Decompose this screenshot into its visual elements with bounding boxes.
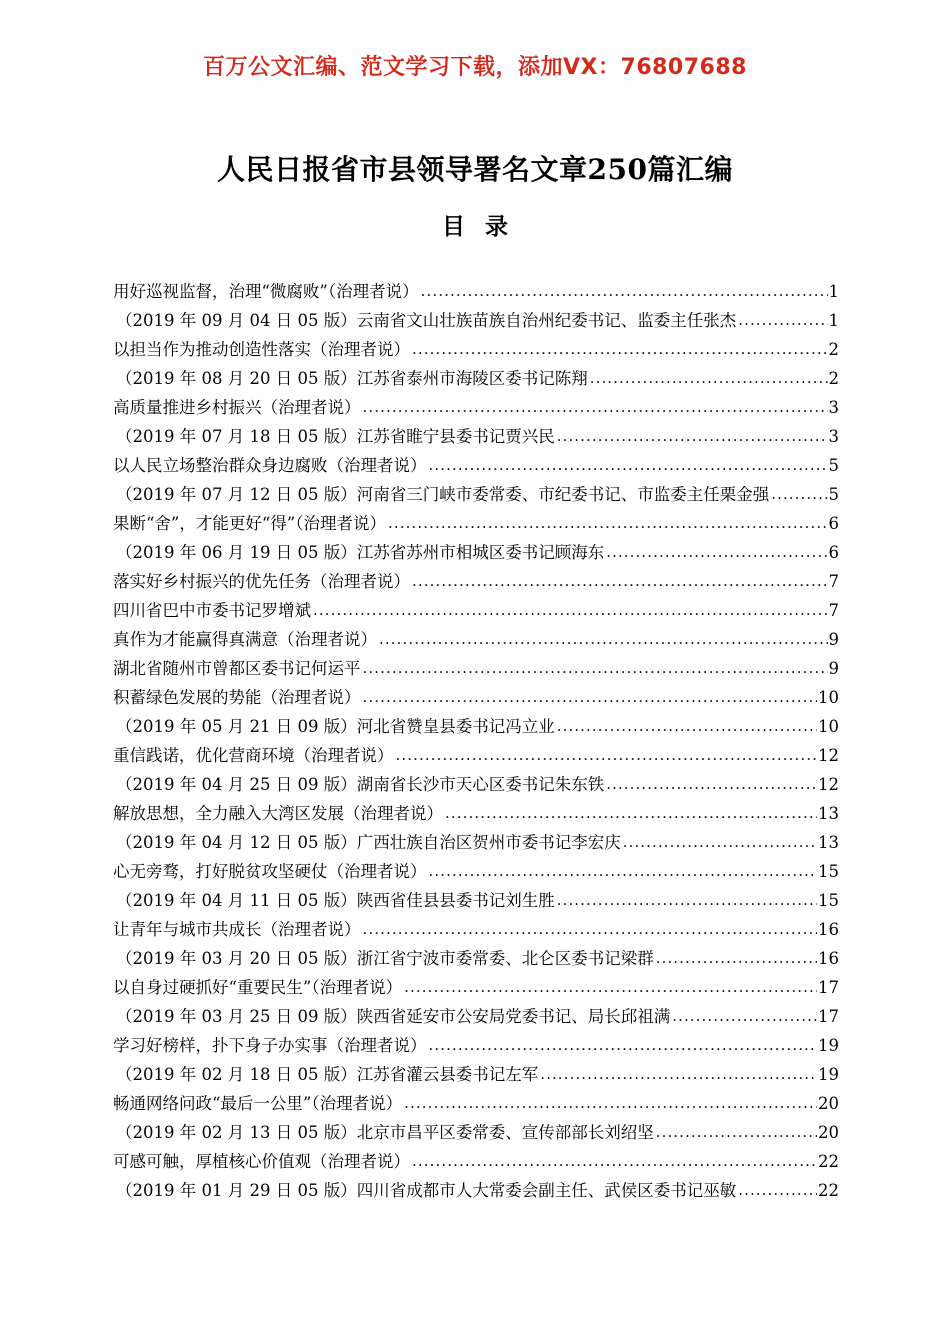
toc-entry[interactable] bbox=[113, 1118, 839, 1147]
toc-dot-leader bbox=[771, 480, 827, 509]
toc-dot-leader bbox=[404, 973, 817, 1002]
toc-dot-leader bbox=[412, 567, 828, 596]
toc-entry[interactable] bbox=[113, 277, 839, 306]
toc-entry[interactable] bbox=[113, 915, 839, 944]
toc-entry[interactable] bbox=[113, 335, 839, 364]
toc-entry-label: 真作为才能赢得真满意（治理者说） bbox=[113, 630, 377, 649]
toc-entry[interactable] bbox=[113, 770, 839, 799]
toc-dot-leader bbox=[656, 1118, 817, 1147]
toc-entry[interactable] bbox=[113, 857, 839, 886]
toc-page-number: 12 bbox=[818, 746, 839, 765]
toc-entry-label: 湖北省随州市曾都区委书记何运平 bbox=[113, 659, 361, 678]
toc-dot-leader bbox=[557, 886, 817, 915]
toc-entry-label: （2019 年 03 月 25 日 09 版）陕西省延安市公安局党委书记、局长邱祖满 bbox=[116, 1007, 671, 1026]
toc-entry-label: （2019 年 03 月 20 日 05 版）浙江省宁波市委常委、北仑区委书记梁群 bbox=[116, 949, 654, 968]
toc-entry-label: （2019 年 06 月 19 日 05 版）江苏省苏州市相城区委书记顾海东 bbox=[116, 543, 605, 562]
toc-entry-label: 可感可触，厚植核心价值观（治理者说） bbox=[113, 1152, 410, 1171]
promo-banner: 百万公文汇编、范文学习下载，添加VX：76807688 bbox=[203, 55, 747, 80]
toc-list bbox=[113, 277, 839, 1205]
toc-dot-leader bbox=[379, 625, 828, 654]
toc-dot-leader bbox=[412, 335, 828, 364]
toc-entry[interactable] bbox=[113, 480, 839, 509]
toc-entry-label: （2019 年 04 月 12 日 05 版）广西壮族自治区贺州市委书记李宏庆 bbox=[116, 833, 621, 852]
toc-dot-leader bbox=[656, 944, 817, 973]
toc-entry-label: 以担当作为推动创造性落实（治理者说） bbox=[113, 340, 410, 359]
toc-entry-label: （2019 年 08 月 20 日 05 版）江苏省泰州市海陵区委书记陈翔 bbox=[116, 369, 588, 388]
toc-dot-leader bbox=[590, 364, 828, 393]
toc-entry-label: （2019 年 07 月 12 日 05 版）河南省三门峡市委常委、市纪委书记、市监委主任栗金强 bbox=[116, 485, 770, 504]
toc-page-number: 22 bbox=[818, 1181, 839, 1200]
toc-page-number: 1 bbox=[828, 311, 839, 330]
toc-dot-leader bbox=[363, 683, 818, 712]
toc-dot-leader bbox=[557, 712, 817, 741]
toc-dot-leader bbox=[429, 1031, 818, 1060]
toc-page-number: 19 bbox=[818, 1065, 839, 1084]
toc-entry[interactable] bbox=[113, 1089, 839, 1118]
toc-entry-label: （2019 年 02 月 18 日 05 版）江苏省灌云县委书记左军 bbox=[116, 1065, 539, 1084]
toc-page-number: 6 bbox=[828, 514, 839, 533]
toc-entry[interactable] bbox=[113, 1060, 839, 1089]
toc-entry[interactable] bbox=[113, 451, 839, 480]
toc-entry-label: 以人民立场整治群众身边腐败（治理者说） bbox=[113, 456, 427, 475]
toc-entry-label: 果断“舍”，才能更好“得”（治理者说） bbox=[113, 514, 386, 533]
toc-heading bbox=[0, 208, 950, 241]
toc-dot-leader bbox=[429, 857, 818, 886]
toc-entry[interactable] bbox=[113, 538, 839, 567]
toc-dot-leader bbox=[404, 1089, 817, 1118]
toc-entry-label: 以自身过硬抓好“重要民生”（治理者说） bbox=[113, 978, 403, 997]
toc-entry[interactable] bbox=[113, 567, 839, 596]
toc-entry[interactable] bbox=[113, 799, 839, 828]
toc-page-number: 13 bbox=[818, 833, 839, 852]
toc-entry[interactable] bbox=[113, 1176, 839, 1205]
toc-dot-leader bbox=[738, 306, 827, 335]
toc-page-number: 2 bbox=[828, 369, 839, 388]
toc-entry-label: 解放思想，全力融入大湾区发展（治理者说） bbox=[113, 804, 443, 823]
toc-page-number: 9 bbox=[828, 659, 839, 678]
toc-entry-label: 高质量推进乡村振兴（治理者说） bbox=[113, 398, 361, 417]
toc-entry[interactable] bbox=[113, 306, 839, 335]
toc-page-number: 15 bbox=[818, 891, 839, 910]
toc-dot-leader bbox=[363, 654, 828, 683]
toc-dot-leader bbox=[606, 770, 817, 799]
toc-dot-leader bbox=[421, 277, 828, 306]
toc-entry-label: （2019 年 02 月 13 日 05 版）北京市昌平区委常委、宣传部部长刘绍坚 bbox=[116, 1123, 654, 1142]
toc-entry-label: 落实好乡村振兴的优先任务（治理者说） bbox=[113, 572, 410, 591]
toc-dot-leader bbox=[363, 393, 828, 422]
toc-page-number: 2 bbox=[828, 340, 839, 359]
toc-dot-leader bbox=[738, 1176, 817, 1205]
toc-page-number: 15 bbox=[818, 862, 839, 881]
toc-dot-leader bbox=[412, 1147, 817, 1176]
toc-page-number: 5 bbox=[828, 456, 839, 475]
toc-entry[interactable] bbox=[113, 509, 839, 538]
toc-entry[interactable] bbox=[113, 625, 839, 654]
toc-entry[interactable] bbox=[113, 393, 839, 422]
toc-entry-label: 积蓄绿色发展的势能（治理者说） bbox=[113, 688, 361, 707]
toc-entry[interactable] bbox=[113, 944, 839, 973]
toc-entry-label: （2019 年 04 月 25 日 09 版）湖南省长沙市天心区委书记朱东铁 bbox=[116, 775, 605, 794]
toc-page-number: 16 bbox=[818, 920, 839, 939]
toc-page-number: 16 bbox=[818, 949, 839, 968]
toc-entry[interactable] bbox=[113, 1031, 839, 1060]
toc-page-number: 7 bbox=[828, 572, 839, 591]
toc-entry-label: 让青年与城市共成长（治理者说） bbox=[113, 920, 361, 939]
toc-entry[interactable] bbox=[113, 364, 839, 393]
toc-dot-leader bbox=[363, 915, 818, 944]
toc-page-number: 22 bbox=[818, 1152, 839, 1171]
toc-page-number: 3 bbox=[828, 398, 839, 417]
page-title: 人民日报省市县领导署名文章250篇汇编 bbox=[217, 153, 733, 186]
toc-entry-label: （2019 年 05 月 21 日 09 版）河北省赞皇县委书记冯立业 bbox=[116, 717, 555, 736]
toc-dot-leader bbox=[540, 1060, 817, 1089]
toc-entry-label: 重信践诺，优化营商环境（治理者说） bbox=[113, 746, 394, 765]
toc-entry[interactable] bbox=[113, 1147, 839, 1176]
toc-page-number: 6 bbox=[828, 543, 839, 562]
toc-page-number: 9 bbox=[828, 630, 839, 649]
toc-entry[interactable] bbox=[113, 596, 839, 625]
toc-dot-leader bbox=[623, 828, 817, 857]
toc-dot-leader bbox=[388, 509, 828, 538]
toc-page-number: 17 bbox=[818, 978, 839, 997]
toc-entry[interactable] bbox=[113, 422, 839, 451]
toc-page-number: 20 bbox=[818, 1123, 839, 1142]
toc-entry[interactable] bbox=[113, 886, 839, 915]
toc-entry-label: 心无旁骛，打好脱贫攻坚硬仗（治理者说） bbox=[113, 862, 427, 881]
toc-dot-leader bbox=[445, 799, 817, 828]
toc-entry-label: （2019 年 09 月 04 日 05 版）云南省文山壮族苗族自治州纪委书记、监委主任张杰 bbox=[116, 311, 737, 330]
toc-entry[interactable] bbox=[113, 741, 839, 770]
toc-entry-label: 学习好榜样，扑下身子办实事（治理者说） bbox=[113, 1036, 427, 1055]
toc-entry[interactable] bbox=[113, 712, 839, 741]
toc-heading-char-1: 目 bbox=[442, 213, 465, 240]
toc-page-number: 3 bbox=[828, 427, 839, 446]
toc-page-number: 17 bbox=[818, 1007, 839, 1026]
toc-page-number: 7 bbox=[828, 601, 839, 620]
toc-dot-leader bbox=[606, 538, 827, 567]
toc-page-number: 19 bbox=[818, 1036, 839, 1055]
toc-entry[interactable] bbox=[113, 973, 839, 1002]
toc-entry-label: 用好巡视监督，治理“微腐败”（治理者说） bbox=[113, 282, 419, 301]
toc-page-number: 1 bbox=[828, 282, 839, 301]
toc-page-number: 12 bbox=[818, 775, 839, 794]
toc-page-number: 5 bbox=[828, 485, 839, 504]
toc-entry-label: （2019 年 07 月 18 日 05 版）江苏省睢宁县委书记贾兴民 bbox=[116, 427, 555, 446]
toc-page-number: 13 bbox=[818, 804, 839, 823]
toc-dot-leader bbox=[313, 596, 828, 625]
toc-entry[interactable] bbox=[113, 683, 839, 712]
toc-entry-label: 畅通网络问政“最后一公里”（治理者说） bbox=[113, 1094, 403, 1113]
toc-page-number: 20 bbox=[818, 1094, 839, 1113]
toc-page-number: 10 bbox=[818, 717, 839, 736]
toc-heading-char-2: 录 bbox=[485, 213, 508, 240]
toc-entry[interactable] bbox=[113, 1002, 839, 1031]
toc-dot-leader bbox=[557, 422, 828, 451]
toc-dot-leader bbox=[672, 1002, 817, 1031]
toc-dot-leader bbox=[396, 741, 818, 770]
toc-entry-label: （2019 年 01 月 29 日 05 版）四川省成都市人大常委会副主任、武侯区委书记巫敏 bbox=[116, 1181, 737, 1200]
toc-entry[interactable] bbox=[113, 654, 839, 683]
toc-page-number: 10 bbox=[818, 688, 839, 707]
toc-entry-label: （2019 年 04 月 11 日 05 版）陕西省佳县县委书记刘生胜 bbox=[116, 891, 555, 910]
toc-entry[interactable] bbox=[113, 828, 839, 857]
toc-entry-label: 四川省巴中市委书记罗增斌 bbox=[113, 601, 311, 620]
toc-dot-leader bbox=[429, 451, 828, 480]
